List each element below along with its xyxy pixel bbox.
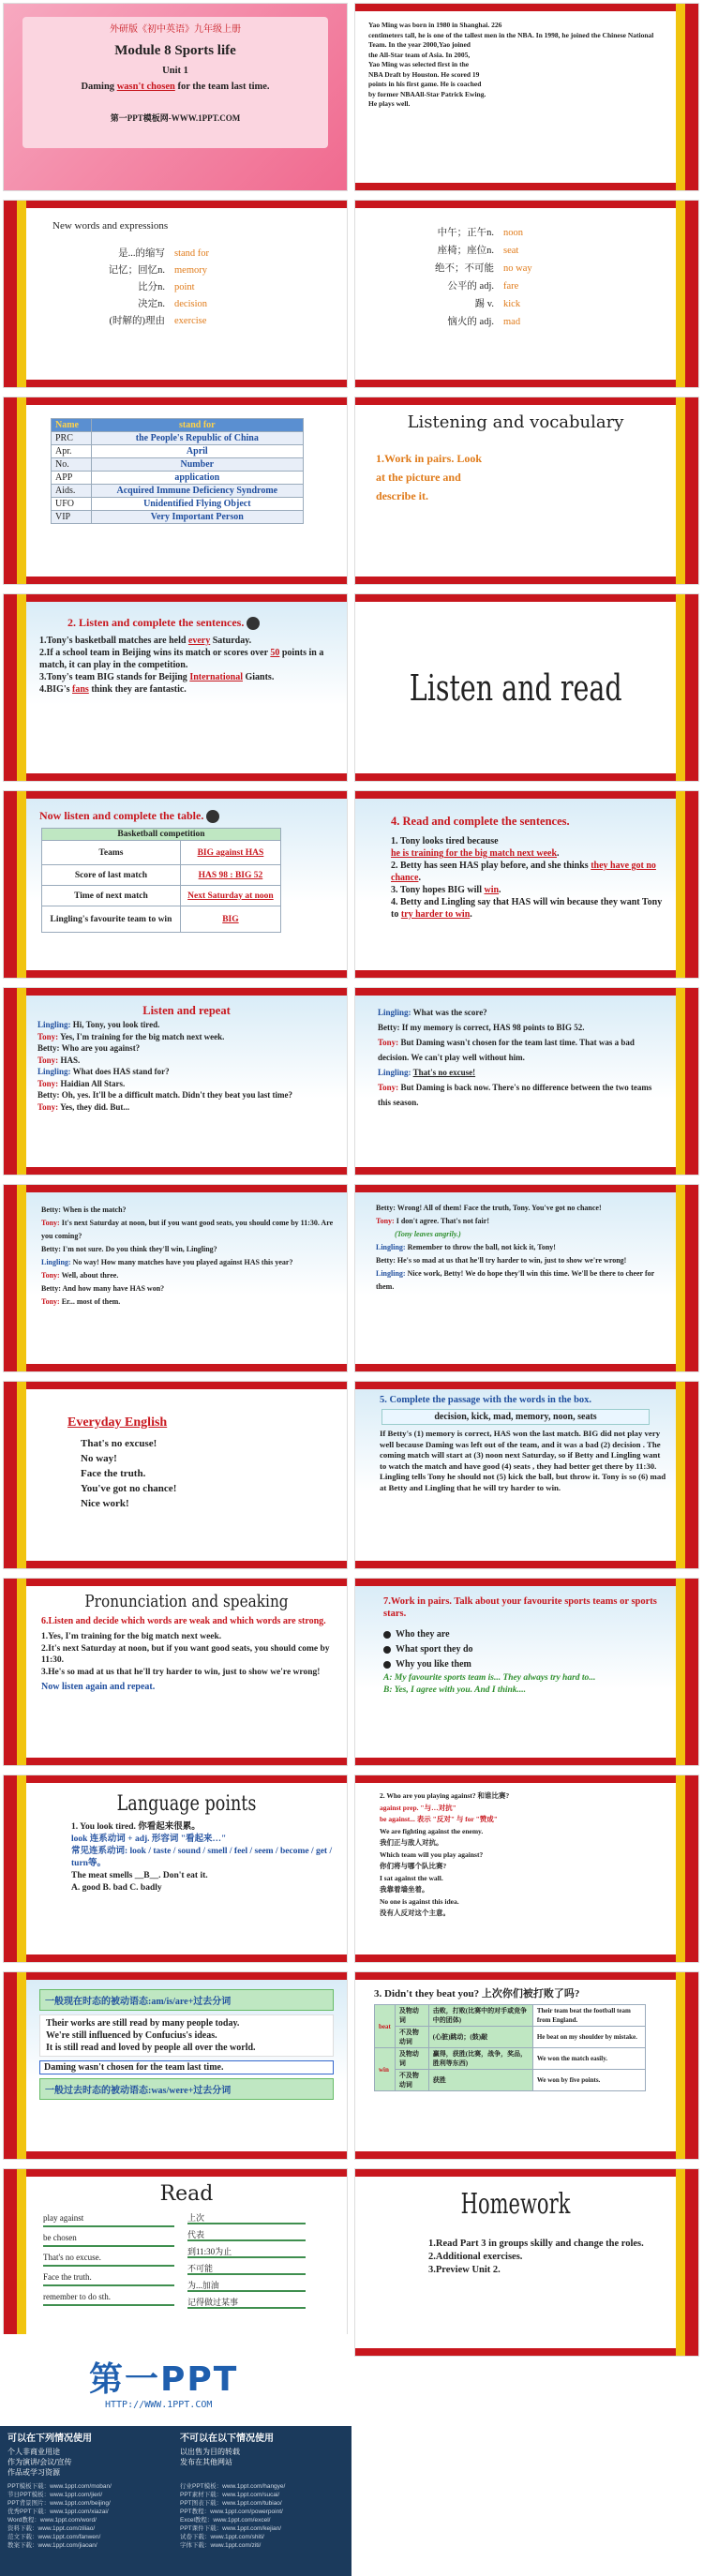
slide-pair-work[interactable] (354, 1578, 699, 1766)
dialogue-1: Lingling: Hi, Tony, you look tired. Tony: Yes, I'm training for the big match next week. Betty: Who are you against? Tony: HAS. Lingling: What does HAS stand for? Tony: Haidian All Stars. Betty: Oh, yes. It'll be a difficult match. Didn't they beat you last time? Tony: Yes, they did. But... (37, 1020, 292, 1112)
slide-dialogue-2[interactable] (354, 987, 699, 1176)
slide-listen-complete[interactable] (3, 593, 348, 782)
passive-past: 一般过去时态的被动语态:was/were+过去分词 (39, 2078, 334, 2100)
slide-abbreviations[interactable] (3, 397, 348, 585)
pron-items: 1.Yes, I'm training for the big match next week. 2.It's next Saturday at noon, but if you want good seats, you should come by 11:30. 3.He's so mad at us that he'll try harder to win, just to show we're wrong! (41, 1632, 330, 1677)
passive-box: Daming wasn't chosen for the team last time. (39, 2060, 334, 2074)
lp-title: Language points (116, 1792, 257, 1816)
slide-new-words-1[interactable] (3, 200, 348, 388)
read-pairs: play against be chosen That's no excuse. Face the truth. remember to do sth. 上次 代表 到11:30为止 不可能 为...加油 记得做过某事 (34, 2208, 339, 2309)
dialogue-4: Betty: Wrong! All of them! Face the truth, Tony. You've got no chance! Tony: I don't agree. That's not fair! (Tony leaves angrily.) Lingling: Remember to throw the ball, not kick it, Tony! Betty: He's so mad at us that he'll try harder to win, just to show we're wrong! Lingling: Nice work, Betty! We do hope they'll win this time. We'll be there to cheer for them. (376, 1204, 655, 1291)
read-complete-title: 4. Read and complete the sentences. (391, 815, 570, 828)
pron-title: Pronunciation and speaking (84, 1592, 289, 1611)
cover-module: Module 8 Sports life (114, 43, 236, 58)
slide-cover[interactable] (3, 3, 348, 191)
beat-title: 3. Didn't they beat you? 上次你们被打败了吗? (374, 1988, 580, 1999)
passive-examples: Their works are still read by many people today. We're still influenced by Confucius's ideas. It is still read and loved by people all over the world. (39, 2014, 334, 2057)
forbidden-usage: 不可以在以下情况使用 以出售为目的转载 发布在其他网站 (180, 2434, 274, 2466)
speaker-icon[interactable] (247, 617, 260, 630)
usage-panel (0, 2426, 352, 2576)
read-items: 1. Tony looks tired because he is training for the big match next week. 2. Betty has seen HAS play before, and she thinks they have got no chance. 3. Tony hopes BIG will win. 4. Betty and Lingling say that HAS will win because they want Tony to try harder to win. (391, 836, 663, 920)
everyday-list: That's no excuse! No way! Face the truth. You've got no chance! Nice work! (81, 1438, 177, 1509)
cover-background (4, 4, 347, 190)
slide-read[interactable] (3, 2168, 348, 2357)
words-title: New words and expressions (52, 220, 169, 232)
allowed-usage: 可以在下列情况使用 个人非商业用途 作为演讲/会议/宣传 作品或学习资源 (7, 2434, 92, 2477)
slide-passive[interactable] (3, 1971, 348, 2160)
yao-text: Yao Ming was born in 1980 in Shanghai. 226 centimeters tall, he is one of the tallest men in the NBA. In 1998, he joined the Chinese National Team. In the year 2000,Yao joined the All-Star team of Asia. In 2005, Yao Ming was selected first in the NBA Draft by Houston. He scored 19 points in his first game. He is coached by former NBAAll-Star Patrick Ewing. He plays well. (355, 11, 676, 183)
words-list-2: 中午；正午n. noon 座椅；座位n. seat 绝不；不可能 no way 公平的 adj. fare 踢 v. kick 恼火的 adj. mad (435, 228, 532, 327)
against-lines: 2. Who are you playing against? 和谁比赛? against prep. "与…对抗" be against... 表示 "反对" 与 for "赞成" We are fighting against the enemy. 我们正与敌人对抗。 Which team will you play against? 你们将与哪个队比赛? I sat against the wall. 我靠着墙坐着。 No one is against this idea. 没有人反对这个主意。 (380, 1791, 510, 1917)
competition-table: Basketball competition Teams BIG against HAS Score of last match HAS 98 : BIG 52 Time of next match Next Saturday at noon Lingling's favourite team to win BIG (41, 828, 281, 933)
homework-title: Homework (460, 2188, 571, 2221)
slide-homework[interactable] (354, 2168, 699, 2357)
words-list: 是...的缩写 stand for 记忆；回忆n. memory 比分n. point 决定n. decision (时解的)理由 exercise (108, 248, 210, 326)
site-logo: 第一PPT (89, 2360, 239, 2399)
slide-complete-passage[interactable] (354, 1381, 699, 1569)
cover-unit: Unit 1 (162, 66, 188, 76)
speaker-icon[interactable] (206, 810, 219, 823)
abbr-table: Name stand for PRC the People's Republic of China Apr. April No. Number APP application Aids. Acquired Immune Deficiency Syndrome UFO Unidentified Flying Object VIP Very Important Person (51, 418, 304, 524)
pron-foot: Now listen again and repeat. (41, 1682, 156, 1692)
lp-lines: 1. You look tired. 你看起来很累。 look 连系动词 + adj. 形容词 "看起来…" 常见连系动词: look / taste / sound / smell / feel / seem / become / get / turn等。 The meat smells __B__. Don't eat it. A. good B. bad C. badly (71, 1822, 333, 1893)
passive-present: 一般现在时态的被动语态:am/is/are+过去分词 (39, 1989, 334, 2011)
slide-complete-table[interactable] (3, 790, 348, 979)
cover-footer: 第一PPT模板网-WWW.1PPT.COM (110, 113, 241, 123)
slide-language-points[interactable] (3, 1775, 348, 1963)
repeat-title: Listen and repeat (142, 1004, 231, 1017)
site-url[interactable]: HTTP://WWW.1PPT.COM (105, 2400, 213, 2410)
slide-dialogue-3[interactable] (3, 1184, 348, 1372)
slide-beat-win[interactable] (354, 1971, 699, 2160)
slide-new-words-2[interactable] (354, 200, 699, 388)
dialogue-2: Lingling: What was the score? Betty: If my memory is correct, HAS 98 points to BIG 52. Tony: But Daming wasn't chosen for the team last time. That was a bad decision. We can't play well without him. Lingling: That's no excuse! Tony: But Daming is back now. There's no difference between the two teams this season. (378, 1008, 652, 1107)
cover-title-box (22, 17, 328, 148)
slide-yao-ming[interactable] (354, 3, 699, 191)
passage-title: 5. Complete the passage with the words in the box. (380, 1395, 592, 1405)
slide-listen-read[interactable] (354, 593, 699, 782)
word-box: decision, kick, mad, memory, noon, seats (381, 1409, 650, 1425)
cover-title: Daming wasn't chosen for the team last time. (81, 82, 270, 92)
slide-everyday-english[interactable] (3, 1381, 348, 1569)
pair-bullets: Who they are What sport they do Why you like them (383, 1627, 666, 1672)
table-task-title: Now listen and complete the table. (39, 808, 339, 824)
slide-listen-repeat[interactable] (3, 987, 348, 1176)
links-right[interactable]: 行业PPT模板：www.1ppt.com/hangye/ PPT素材下载：www.1ppt.com/sucai/ PPT图表下载：www.1ppt.com/tubiao/ PPT教程：www.1ppt.com/powerpoint/ Excel教程：www.1ppt.com/excel/ PPT课件下载：www.1ppt.com/kejian/ 试卷下载：www.1ppt.com/shiti/ 字体下载：www.1ppt.com/ziti/ (180, 2483, 286, 2549)
slide-listening-vocab[interactable] (354, 397, 699, 585)
homework-items: 1.Read Part 3 in groups skilly and change the roles. 2.Additional exercises. 3.Preview Unit 2. (428, 2239, 644, 2275)
read-title: Read (159, 2182, 214, 2206)
slide-pronunciation[interactable] (3, 1578, 348, 1766)
listen-items: 1.Tony's basketball matches are held every Saturday. 2.If a school team in Beijing wins its match or scores over 50 points in a match, it can play in the competition. 3.Tony's team BIG stands for Beijing International Giants. 4.BIG's fans think they are fantastic. (39, 636, 324, 695)
everyday-title: Everyday English (67, 1415, 168, 1430)
pair-title: 7.Work in pairs. Talk about your favourite sports teams or sports stars. (383, 1596, 657, 1619)
cover-series: 外研版《初中英语》九年级上册 (110, 24, 241, 35)
listening-title: Listening and vocabulary (407, 412, 624, 432)
listening-task: 1.Work in pairs. Look at the picture and describe it. (376, 452, 483, 502)
slide-dialogue-4[interactable] (354, 1184, 699, 1372)
pron-task: 6.Listen and decide which words are weak and which words are strong. (41, 1616, 326, 1626)
pair-b: B: Yes, I agree with you. And I think.... (383, 1685, 527, 1695)
beat-win-table: beat 及物动词 击败，打败(比赛中的对手或竞争中的团体) Their team beat the football team from England. 不及物动词 (心脏)跳动；(鼓)敲 He beat on my shoulder by mistake. win 及物动词 赢得，获胜(比赛，战争，奖品，胜利等东西) We won the match easily. 不及物动词 获胜 We won by five points. (374, 2004, 646, 2091)
listen-read-title: Listen and read (409, 666, 622, 709)
dialogue-3: Betty: When is the match? Tony: It's next Saturday at noon, but if you want good seats, you should come by 11:30. Are you coming? Betty: I'm not sure. Do you think they'll win, Lingling? Lingling: No way! How many matches have you played against HAS this year? Tony: Well, about three. Betty: And how many have HAS won? Tony: Er... most of them. (41, 1206, 334, 1306)
listen-complete-title: 2. Listen and complete the sentences. (67, 615, 339, 631)
passage-text: If Betty's (1) memory is correct, HAS won the last match. BIG did not play very well because Daming was left out of the team, and it was a bad (2) decision . The coming match will start at (3) noon next Saturday, so if Betty and Lingling want to watch the match and have good (4) seats , they had better get there by 11:30. Lingling tells Tony he should not (5) kick the ball, but throw it. Tony is so (6) mad at Betty and Lingling that he will try harder to win. (380, 1429, 666, 1492)
slide-against[interactable] (354, 1775, 699, 1963)
links-left[interactable]: PPT模板下载：www.1ppt.com/moban/ 节日PPT模板：www.1ppt.com/jieri/ PPT背景图片：www.1ppt.com/beijing/ 优秀PPT下载：www.1ppt.com/xiazai/ Word教程：www.1ppt.com/word/ 资料下载：www.1ppt.com/ziliao/ 范文下载：www.1ppt.com/fanwen/ 教案下载：www.1ppt.com/jiaoan/ (7, 2483, 112, 2549)
slide-read-complete[interactable] (354, 790, 699, 979)
pair-a: A: My favourite sports team is... They always try hard to... (383, 1673, 596, 1683)
site-footer (0, 2334, 352, 2576)
